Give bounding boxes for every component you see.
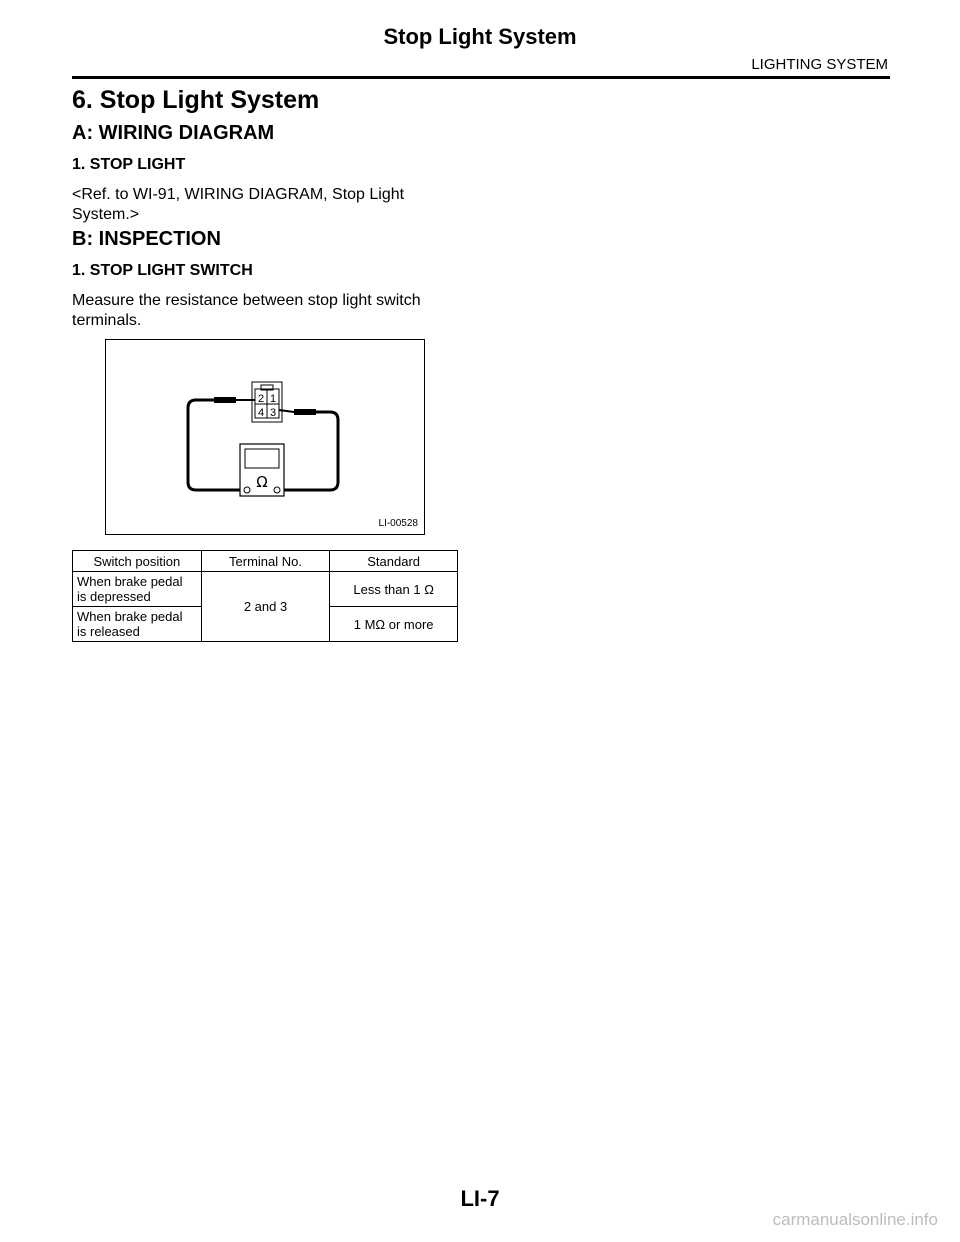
section-b-item1-title: 1. STOP LIGHT SWITCH xyxy=(72,262,253,279)
left-lead-wire xyxy=(188,400,244,490)
switch-position-cell xyxy=(73,607,202,642)
switch-position-line: is depressed xyxy=(77,589,151,604)
terminal-2-label: 2 xyxy=(257,393,265,405)
section-b-item1-text-line2: terminals. xyxy=(72,312,142,329)
terminal-4-label: 4 xyxy=(257,407,265,419)
page-header-title: Stop Light System xyxy=(383,24,577,49)
header-switch-position: Switch position xyxy=(73,551,202,572)
section-a-item1-text-line1: <Ref. to WI-91, WIRING DIAGRAM, Stop Light xyxy=(72,186,405,203)
connector xyxy=(252,382,282,422)
ohmmeter xyxy=(240,444,284,496)
switch-position-cell xyxy=(73,572,202,607)
right-probe-tip xyxy=(294,409,316,415)
ohm-symbol: Ω xyxy=(256,473,268,491)
header-rule xyxy=(72,76,890,79)
terminal-no-cell: 2 and 3 xyxy=(201,572,330,642)
right-lead-wire xyxy=(282,412,338,490)
specification-table xyxy=(72,550,458,642)
section-a-item1-text-line2: System.> xyxy=(72,206,140,223)
chapter-title: 6. Stop Light System xyxy=(72,86,320,114)
standard-cell: 1 MΩ or more xyxy=(330,607,458,642)
terminal-3-label: 3 xyxy=(269,407,277,419)
table-row xyxy=(73,572,458,607)
switch-position-line: is released xyxy=(77,624,140,639)
switch-position-line: When brake pedal xyxy=(77,609,183,624)
wiring-figure xyxy=(105,339,425,535)
page-header-section: LIGHTING SYSTEM xyxy=(751,56,888,73)
switch-position-line: When brake pedal xyxy=(77,574,183,589)
circuit-diagram xyxy=(106,340,426,536)
section-b-title: B: INSPECTION xyxy=(72,228,221,250)
header-terminal-no: Terminal No. xyxy=(201,551,330,572)
terminal-1-label: 1 xyxy=(269,393,277,405)
figure-id: LI-00528 xyxy=(378,518,418,529)
section-a-title: A: WIRING DIAGRAM xyxy=(72,122,275,144)
page-number: LI-7 xyxy=(460,1186,500,1211)
left-probe-tip xyxy=(214,397,236,403)
section-a-item1-title: 1. STOP LIGHT xyxy=(72,156,186,173)
section-b-item1-text-line1: Measure the resistance between stop light switch xyxy=(72,292,421,309)
standard-cell: Less than 1 Ω xyxy=(330,572,458,607)
header-standard: Standard xyxy=(330,551,458,572)
watermark: carmanualsonline.info xyxy=(772,1210,938,1229)
table-header-row xyxy=(73,551,458,572)
